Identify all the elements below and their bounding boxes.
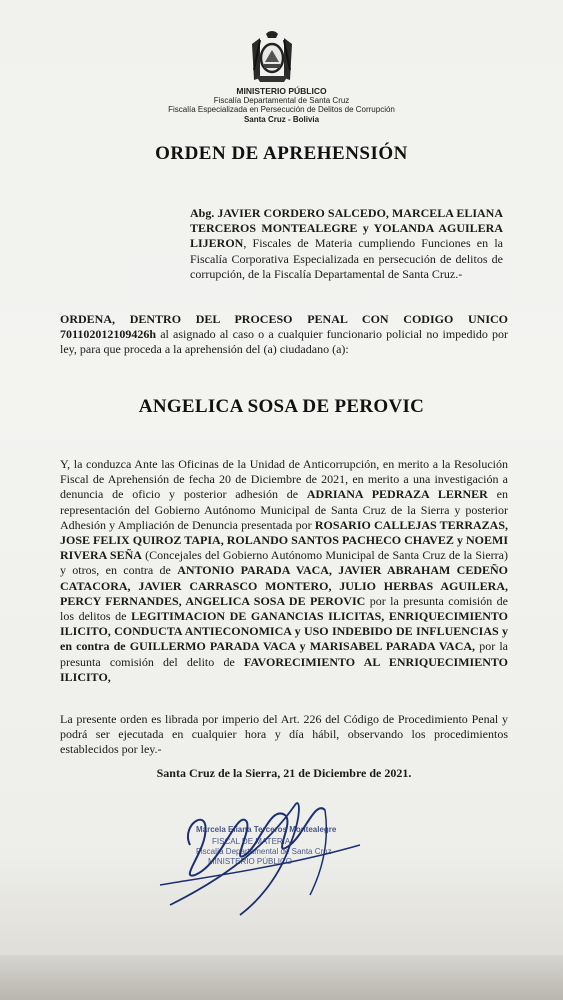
- stamp-signer-name: Marcela Eliana Terceros Montealegre: [196, 825, 337, 834]
- header-line-3: Fiscalía Especializada en Persecución de Delitos de Corrupción: [168, 105, 395, 114]
- stamp-office: Fiscalía Departamental de Santa Cruz: [196, 847, 332, 856]
- legal-basis-paragraph: La presente orden es librada por imperio del Art. 226 del Código de Procedimiento Penal y podrá ser ejecutada en cualquier hora y día hábil, observando los procedimientos establecidos por ley.-: [60, 712, 508, 757]
- prosecutors-paragraph: Abg. JAVIER CORDERO SALCEDO, MARCELA ELIANA TERCEROS MONTEALEGRE y YOLANDA AGUILERA LIJERON, Fiscales de Materia cumpliendo Funciones en la Fiscalía Corporativa Especializada en persecución de delitos de corrupción, de la Fiscalía Departamental de Santa Cruz.-: [190, 206, 503, 281]
- header-location: Santa Cruz - Bolivia: [243, 115, 320, 124]
- date-line: Santa Cruz de la Sierra, 21 de Diciembre de 2021.: [156, 766, 412, 780]
- order-paragraph: ORDENA, DENTRO DEL PROCESO PENAL CON CODIGO UNICO 701102012109426h al asignado al caso o a cualquier funcionario policial no impedido por ley, para que proceda a la aprehensión del (a) ciudadano (a):: [60, 312, 508, 357]
- prosecutor-names: Abg. JAVIER CORDERO SALCEDO, MARCELA ELIANA TERCEROS MONTEALEGRE y YOLANDA AGUILERA LIJERON: [190, 206, 503, 251]
- header-line-2: Fiscalía Departamental de Santa Cruz: [213, 96, 350, 105]
- page-bottom-shadow: [0, 955, 563, 1000]
- accused-name: ANGELICA SOSA DE PEROVIC: [138, 396, 425, 417]
- bolivia-coat-of-arms-icon: [246, 30, 298, 86]
- document-title: ORDEN DE APREHENSIÓN: [155, 143, 408, 164]
- institution-name: MINISTERIO PÚBLICO: [236, 86, 327, 96]
- stamp-institution: MINISTERIO PÚBLICO: [208, 857, 293, 866]
- case-code: ORDENA, DENTRO DEL PROCESO PENAL CON CODIGO UNICO 701102012109426h: [60, 312, 508, 342]
- handwritten-signature: [150, 785, 390, 925]
- details-paragraph: Y, la conduzca Ante las Oficinas de la Unidad de Anticorrupción, en merito a la Resolución Fiscal de Aprehensión de fecha 20 de Diciembre de 2021, en merito a una investigación a denuncia de oficio y posterior adhesión de ADRIANA PEDRAZA LERNER en representación del Gobierno Autónomo Municipal de Santa Cruz de la Sierra y posterior Adhesión y Ampliación de Denuncia presentada por ROSARIO CALLEJAS TERRAZAS, JOSE FELIX QUIROZ TAPIA, ROLANDO SANTOS PACHECO CHAVEZ y NOEMI RIVERA SEÑA (Concejales del Gobierno Autónomo Municipal de Santa Cruz de la Sierra) y otros, en contra de ANTONIO PARADA VACA, JAVIER ABRAHAM CEDEÑO CATACORA, JAVIER CARRASCO MONTERO, JULIO HERBAS AGUILERA, PERCY FERNANDES, ANGELICA SOSA DE PEROVIC por la presunta comisión de los delitos de LEGITIMACION DE GANANCIAS ILICITAS, ENRIQUECIMIENTO ILICITO, CONDUCTA ANTIECONOMICA y USO INDEBIDO DE INFLUENCIAS y en contra de GUILLERMO PARADA VACA y MARISABEL PARADA VACA, por la presunta comisión del delito de FAVORECIMIENTO AL ENRIQUECIMIENTO ILICITO,: [60, 457, 509, 684]
- stamp-role: FISCAL DE MATERIA: [212, 837, 291, 846]
